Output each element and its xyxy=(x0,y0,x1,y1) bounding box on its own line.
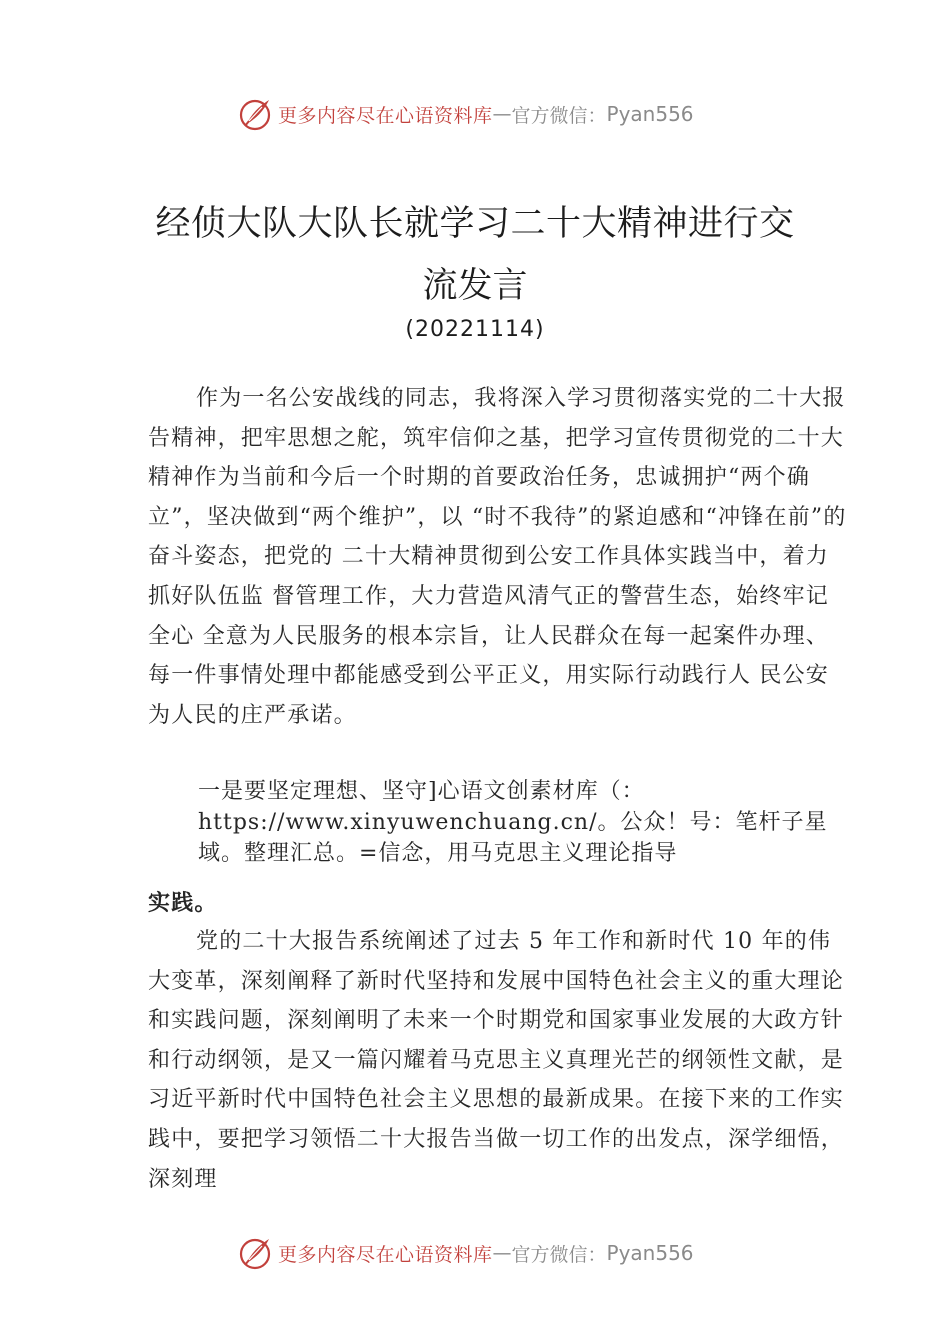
watermark-wechat-id: Pyan556 xyxy=(606,102,694,126)
document-date: (20221114) xyxy=(405,317,545,342)
watermark-separator: — xyxy=(492,103,512,125)
watermark-banner-bottom xyxy=(0,1231,950,1275)
body-paragraph-3: 实践。 xyxy=(148,891,218,916)
document-title-line-2: 流发言 xyxy=(422,266,528,306)
watermark-wechat-id: Pyan556 xyxy=(606,1241,694,1265)
watermark-text: 更多内容尽在心语资料库 xyxy=(278,1243,493,1266)
watermark-separator: — xyxy=(492,1242,512,1264)
body-paragraph-4: 党的二十大报告系统阐述了过去 5 年工作和新时代 10 年的伟大变革，深刻阐释了新时代坚持和发展中国特色社会主义的重大理论和实践问题，深刻阐明了未来一个时期党和国家事业发展的大政方针和行动纲领，是又一篇闪耀着马克思主义真理光芒的纲领性文献，是习近平新时代中国特色社会主义思想的最新成果。在接下来的工作实践中，要把学习领悟二十大报告当做一切工作的出发点，深学细悟，深刻理 xyxy=(148,929,845,1192)
watermark-text: 更多内容尽在心语资料库 xyxy=(278,104,493,127)
feather-pen-logo-icon xyxy=(238,1235,274,1271)
watermark-banner-top xyxy=(0,92,950,136)
feather-pen-logo-icon xyxy=(238,96,274,132)
document-title-line-1: 经侦大队大队长就学习二十大精神进行交 xyxy=(155,204,795,244)
body-paragraph-1: 作为一名公安战线的同志，我将深入学习贯彻落实党的二十大报告精神，把牢思想之舵，筑牢信仰之基，把学习宣传贯彻党的二十大精神作为当前和今后一个时期的首要政治任务，忠诚拥护“两个确立”，坚决做到“两个维护”，以 “时不我待”的紧迫感和“冲锋在前”的奋斗姿态，把党的 二十大精神贯彻到公安工作具体实践当中，着力抓好队伍监 督管理工作，大力营造风清气正的警营生态，始终牢记全心 全意为人民服务的根本宗旨，让人民群众在每一起案件办理、每一件事情处理中都能感受到公平正义，用实际行动践行人 民公安为人民的庄严承诺。 xyxy=(148,386,847,728)
watermark-label: 官方微信： xyxy=(511,1243,607,1266)
body-paragraph-2: 一是要坚定理想、坚守]心语文创素材库（：https://www.xinyuwenchuang.cn/。公众！号：笔杆子星域。整理汇总。=信念，用马克思主义理论指导 xyxy=(198,779,828,866)
watermark-label: 官方微信： xyxy=(511,104,607,127)
